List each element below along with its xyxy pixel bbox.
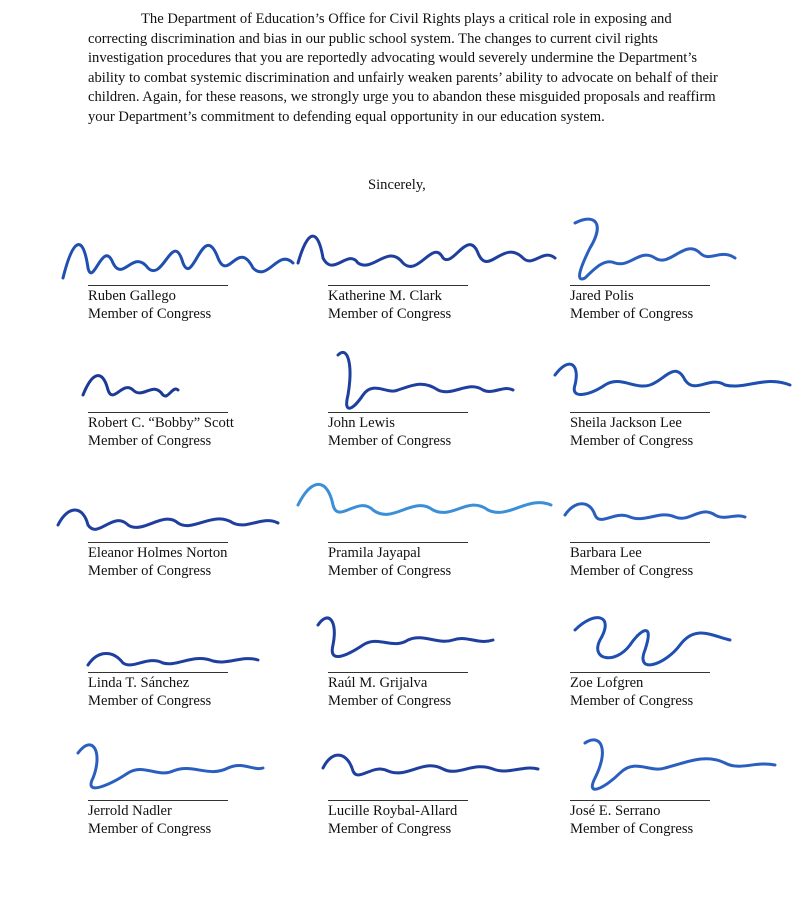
signatory-name: Lucille Roybal-Allard (328, 803, 458, 819)
signatory-title: Member of Congress (570, 306, 694, 322)
signature-stroke (58, 510, 278, 529)
signature-line (88, 542, 228, 543)
signature-stroke (318, 618, 493, 657)
signature-line (328, 412, 468, 413)
signature-line (88, 800, 228, 801)
signature-block (88, 340, 318, 450)
signatory-name: José E. Serrano (570, 803, 661, 819)
signature-block (570, 205, 799, 322)
signature-block (328, 590, 558, 709)
signatory-name: Zoe Lofgren (570, 675, 644, 691)
signatory-name: Sheila Jackson Lee (570, 415, 682, 431)
signature-stroke (565, 504, 745, 520)
signatory-title: Member of Congress (570, 693, 694, 709)
signature-block (88, 735, 318, 845)
signature-stroke (298, 236, 555, 266)
signature-stroke (585, 740, 775, 789)
signatory-title: Member of Congress (328, 306, 452, 322)
signature-line (570, 672, 710, 673)
signature-stroke (323, 755, 538, 775)
signatory-title: Member of Congress (570, 433, 694, 449)
signatory-name: Linda T. Sánchez (88, 675, 190, 691)
signature-line (328, 285, 468, 286)
signature-stroke (575, 219, 735, 279)
signature-block (570, 465, 799, 579)
signatory-title: Member of Congress (328, 433, 452, 449)
signature-block (328, 465, 558, 579)
signature-line (570, 285, 710, 286)
signature-block (570, 735, 799, 845)
closing-salutation: Sincerely, (368, 177, 426, 193)
signature-stroke (575, 618, 730, 665)
signature-block (570, 590, 799, 709)
signatory-name: Jared Polis (570, 288, 634, 304)
signature-stroke (555, 364, 790, 394)
signatory-title: Member of Congress (328, 821, 452, 837)
signatory-name: Ruben Gallego (88, 288, 176, 304)
signatory-title: Member of Congress (328, 693, 452, 709)
signatory-name: Katherine M. Clark (328, 288, 442, 304)
signature-line (88, 412, 228, 413)
signature-stroke (88, 653, 258, 665)
signatory-title: Member of Congress (88, 821, 212, 837)
signature-stroke (298, 484, 551, 514)
signature-block (88, 590, 318, 709)
signatory-title: Member of Congress (88, 693, 212, 709)
signature-block (328, 340, 558, 450)
signatory-title: Member of Congress (570, 821, 694, 837)
signatory-title: Member of Congress (88, 433, 212, 449)
signatory-name: John Lewis (328, 415, 395, 431)
signature-line (570, 542, 710, 543)
signatory-title: Member of Congress (570, 563, 694, 579)
signature-line (328, 800, 468, 801)
signature-block (328, 205, 558, 322)
signature-line (328, 672, 468, 673)
signature-line (88, 285, 228, 286)
signatory-title: Member of Congress (88, 306, 212, 322)
signatory-name: Eleanor Holmes Norton (88, 545, 228, 561)
signature-block (88, 205, 318, 322)
signature-line (570, 800, 710, 801)
signatory-title: Member of Congress (88, 563, 212, 579)
signature-line (328, 542, 468, 543)
letter-paragraph: The Department of Education’s Office for Civil Rights plays a critical role in exposing and correcting discrimination and bias in our public school system. The changes to current civil rights investigation procedures that you are reportedly advocating would severely undermine the Department’s ability to combat systemic discrimination and unfairly weaken parents’ ability to advocate on behalf of their children. Again, for these reasons, we strongly urge you to abandon these misguided proposals and reaffirm your Department’s commitment to defending equal opportunity in our education system. (88, 11, 718, 125)
signature-stroke (83, 376, 178, 396)
signature-stroke (338, 352, 513, 408)
signature-block (88, 465, 318, 579)
signatory-title: Member of Congress (328, 563, 452, 579)
signatory-name: Raúl M. Grijalva (328, 675, 428, 691)
signature-stroke (63, 245, 293, 278)
signatory-name: Pramila Jayapal (328, 545, 421, 561)
signature-line (570, 412, 710, 413)
letter-body (88, 10, 728, 128)
signature-block (328, 735, 558, 845)
signature-line (88, 672, 228, 673)
signature-stroke (78, 745, 263, 788)
signatory-name: Jerrold Nadler (88, 803, 172, 819)
signatory-name: Barbara Lee (570, 545, 642, 561)
signature-block (570, 340, 799, 450)
signatory-name: Robert C. “Bobby” Scott (88, 415, 234, 431)
